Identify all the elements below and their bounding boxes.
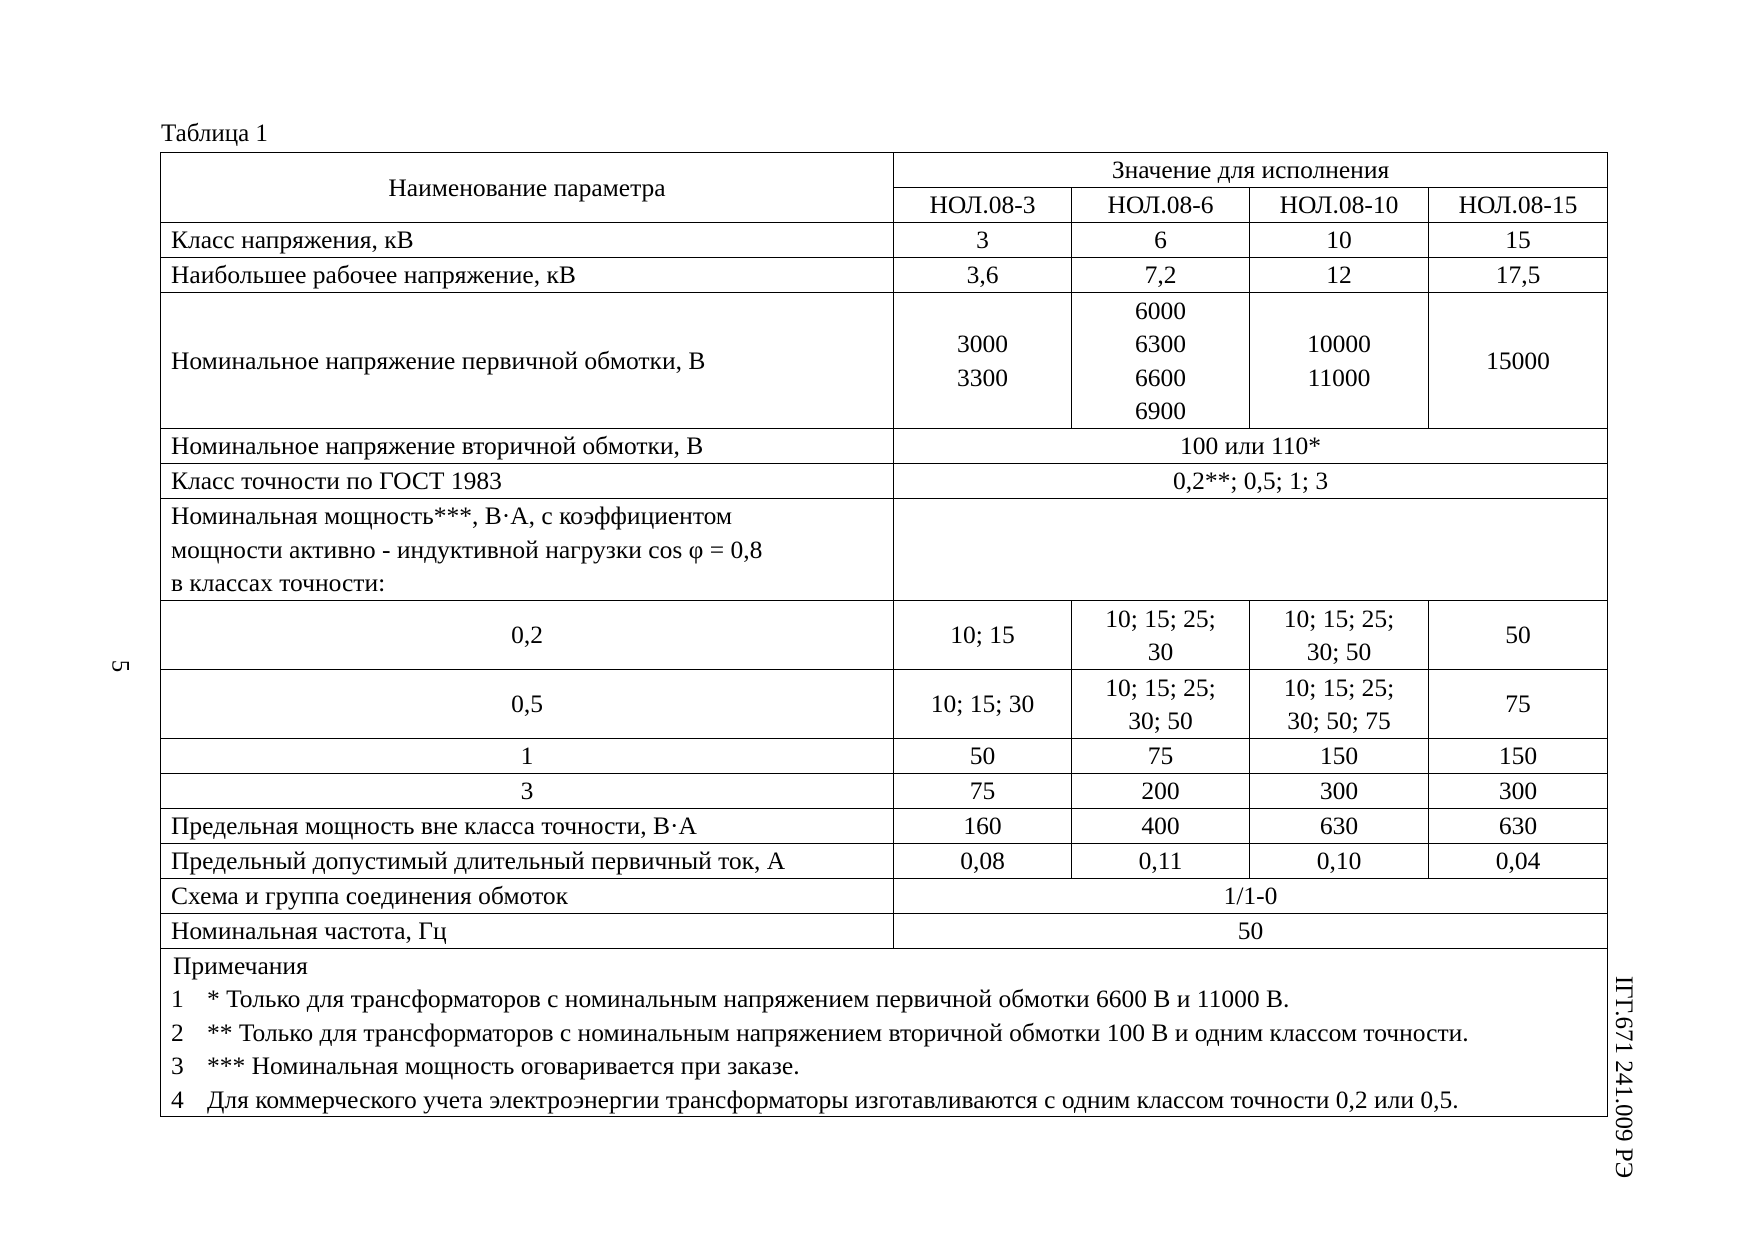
row-label: Номинальное напряжение вторичной обмотки, В: [161, 429, 894, 464]
notes-block: [161, 949, 1608, 1117]
row-label: Класс точности по ГОСТ 1983: [161, 464, 894, 499]
note-text: * Только для трансформаторов с номинальным напряжением первичной обмотки 6600 В и 11000 В.: [207, 984, 1290, 1013]
table-cell: 150: [1429, 739, 1608, 774]
row-label: Предельная мощность вне класса точности, В·А: [161, 809, 894, 844]
note-text: Для коммерческого учета электроэнергии трансформаторы изготавливаются с одним классом точности 0,2 или 0,5.: [207, 1084, 1459, 1114]
table-cell: 50: [894, 914, 1608, 949]
row-label: Номинальная частота, Гц: [161, 914, 894, 949]
note-item: [171, 1049, 1597, 1083]
table-row: [161, 464, 1608, 499]
table-row: [161, 844, 1608, 879]
note-number: 1: [171, 984, 184, 1013]
note-item: [171, 1016, 1597, 1050]
row-label: 3: [161, 774, 894, 809]
table-cell: 150: [1250, 739, 1429, 774]
table-cell: 630: [1250, 809, 1429, 844]
table-cell: 0,08: [894, 844, 1072, 879]
table-cell: 7,2: [1072, 258, 1250, 293]
table-row: [161, 670, 1608, 739]
table-cell: 6: [1072, 223, 1250, 258]
table-row: [161, 809, 1608, 844]
table-row: [161, 774, 1608, 809]
table-row: [161, 914, 1608, 949]
table-cell: 10; 15; 25; 30; 50: [1250, 601, 1429, 670]
table-cell: 17,5: [1429, 258, 1608, 293]
table-cell: 50: [894, 739, 1072, 774]
parameters-table: [160, 152, 1608, 1117]
table-cell: 0,2**; 0,5; 1; 3: [894, 464, 1608, 499]
document-code: ІГГ.671 241.009 РЭ: [1610, 975, 1637, 1179]
note-text: ** Только для трансформаторов с номинальным напряжением вторичной обмотки 100 В и одним классом точности.: [207, 1017, 1469, 1047]
variant-header: НОЛ.08-3: [894, 188, 1072, 223]
table-cell: 160: [894, 809, 1072, 844]
note-item: [171, 1083, 1597, 1117]
table-cell: 15: [1429, 223, 1608, 258]
table-cell: 3,6: [894, 258, 1072, 293]
table-cell: 10: [1250, 223, 1429, 258]
variant-header: НОЛ.08-6: [1072, 188, 1250, 223]
note-number: 2: [171, 1017, 184, 1047]
table-cell: 12: [1250, 258, 1429, 293]
param-header: Наименование параметра: [161, 153, 894, 223]
table-cell: 300: [1429, 774, 1608, 809]
row-label: 0,5: [161, 670, 894, 739]
table-cell: [894, 499, 1608, 601]
notes-title: Примечания: [173, 951, 308, 980]
table-cell: 10; 15; 25; 30; 50; 75: [1250, 670, 1429, 739]
note-item: [171, 982, 1597, 1016]
table-cell: 3: [894, 223, 1072, 258]
table-cell: 15000: [1429, 293, 1608, 429]
row-label: 0,2: [161, 601, 894, 670]
table-cell: 630: [1429, 809, 1608, 844]
variant-header: НОЛ.08-10: [1250, 188, 1429, 223]
row-label: Предельный допустимый длительный первичный ток, А: [161, 844, 894, 879]
table-row: [161, 739, 1608, 774]
table-cell: 3000 3300: [894, 293, 1072, 429]
note-number: 3: [171, 1051, 184, 1080]
table-cell: 400: [1072, 809, 1250, 844]
value-header: Значение для исполнения: [894, 153, 1608, 188]
notes-row: [161, 949, 1608, 1117]
row-label: Номинальное напряжение первичной обмотки, В: [161, 293, 894, 429]
table-row: [161, 223, 1608, 258]
table-cell: 0,10: [1250, 844, 1429, 879]
note-text: *** Номинальная мощность оговаривается при заказе.: [207, 1051, 800, 1080]
table-caption: Таблица 1: [161, 120, 268, 147]
table-row: [161, 258, 1608, 293]
table-cell: 100 или 110*: [894, 429, 1608, 464]
note-number: 4: [171, 1084, 184, 1114]
table-cell: 0,04: [1429, 844, 1608, 879]
table-cell: 6000 6300 6600 6900: [1072, 293, 1250, 429]
table-cell: 10000 11000: [1250, 293, 1429, 429]
table-cell: 200: [1072, 774, 1250, 809]
table-cell: 0,11: [1072, 844, 1250, 879]
table-row: [161, 429, 1608, 464]
table-cell: 75: [1072, 739, 1250, 774]
row-label: Наибольшее рабочее напряжение, кВ: [161, 258, 894, 293]
table-cell: 75: [1429, 670, 1608, 739]
table-cell: 50: [1429, 601, 1608, 670]
table-row: [161, 879, 1608, 914]
table-cell: 10; 15: [894, 601, 1072, 670]
table-cell: 75: [894, 774, 1072, 809]
variant-header: НОЛ.08-15: [1429, 188, 1608, 223]
table-cell: 10; 15; 30: [894, 670, 1072, 739]
row-label: Номинальная мощность***, В·А, с коэффициентом мощности активно - индуктивной нагрузки cos φ = 0,8 в классах точности:: [161, 499, 894, 601]
table-cell: 300: [1250, 774, 1429, 809]
row-label: Схема и группа соединения обмоток: [161, 879, 894, 914]
table-row: [161, 499, 1608, 601]
row-label: Класс напряжения, кВ: [161, 223, 894, 258]
row-label: 1: [161, 739, 894, 774]
table-cell: 10; 15; 25; 30: [1072, 601, 1250, 670]
table-row: [161, 293, 1608, 429]
table-cell: 1/1-0: [894, 879, 1608, 914]
page-number: 5: [106, 659, 134, 673]
table-cell: 10; 15; 25; 30; 50: [1072, 670, 1250, 739]
table-row: [161, 601, 1608, 670]
